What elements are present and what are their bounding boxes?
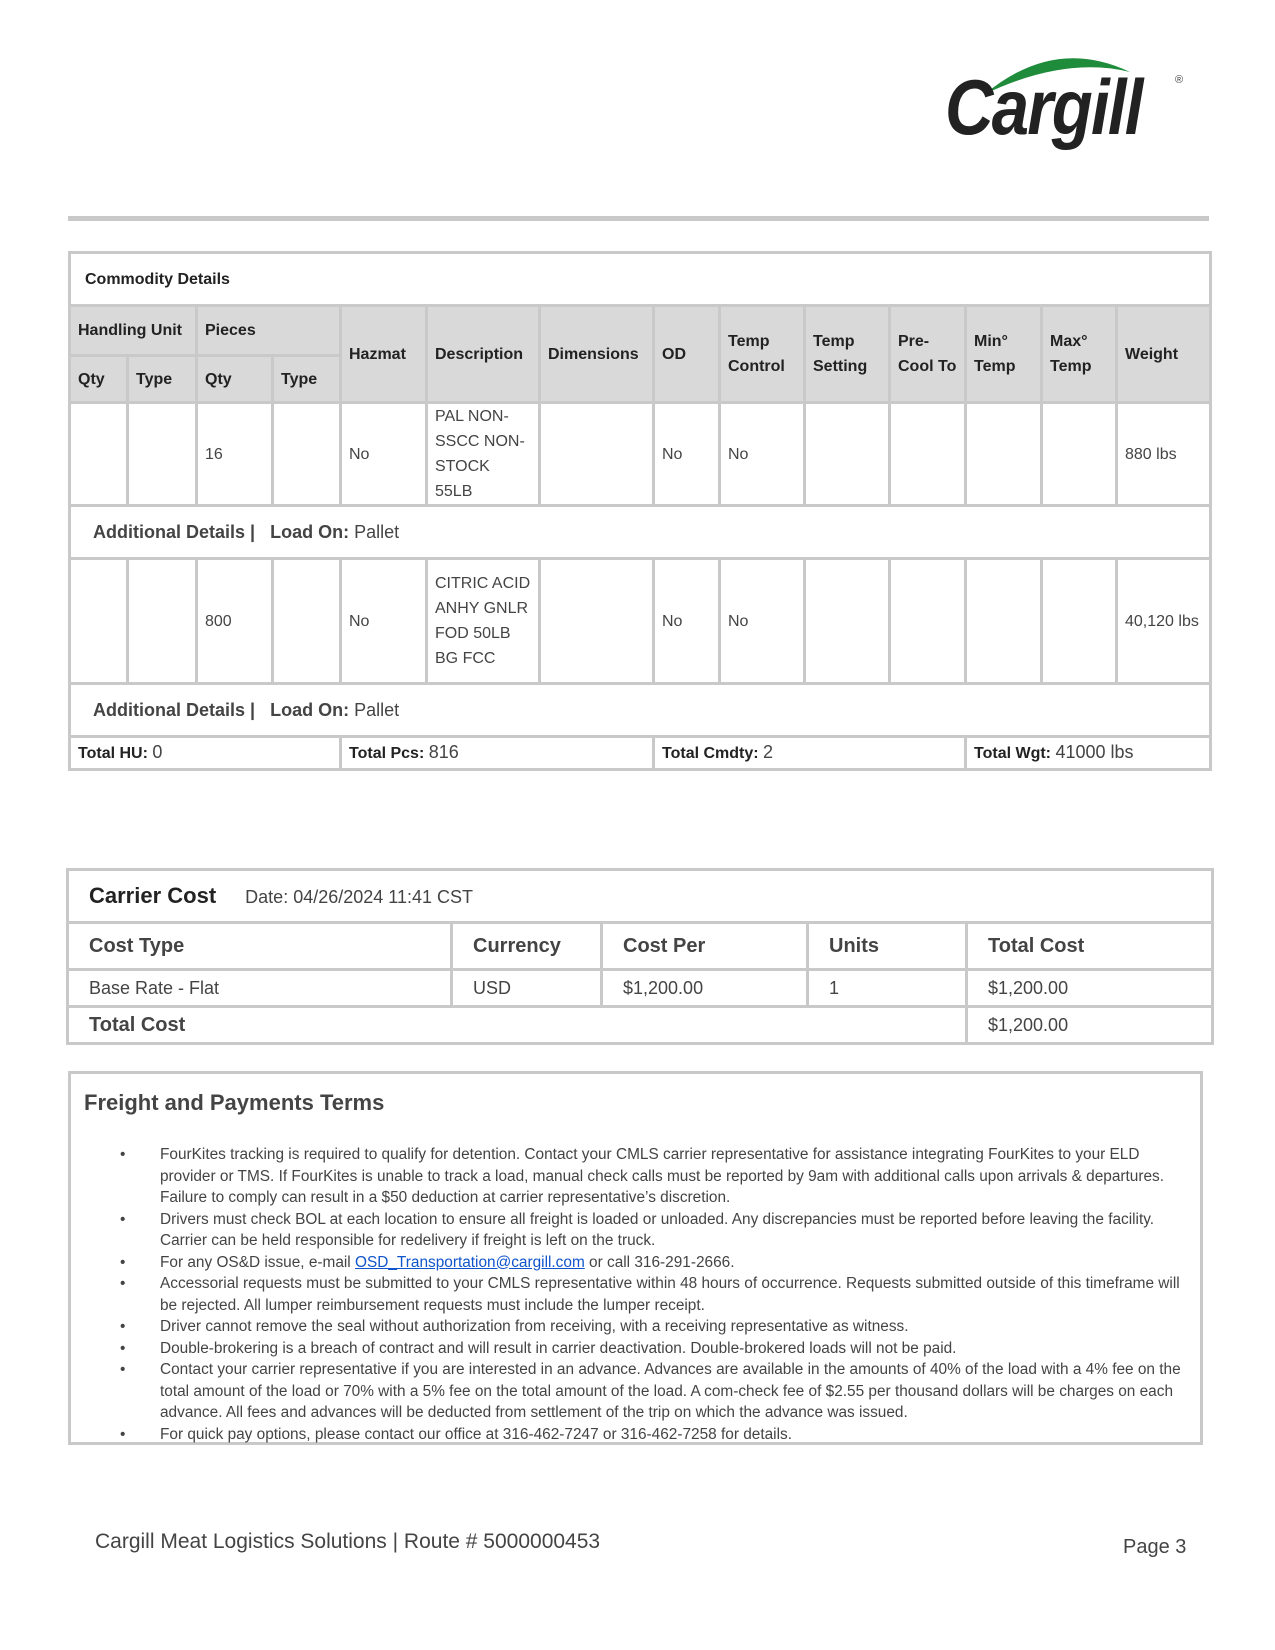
total-cost-cell: $1,200.00 <box>967 970 1213 1007</box>
min-temp-cell <box>966 559 1042 684</box>
total-pcs-label: Total Pcs: <box>349 745 425 762</box>
totals-row <box>70 737 1211 770</box>
temp-setting-cell <box>805 559 890 684</box>
osd-prefix: For any OS&D issue, e-mail <box>160 1253 356 1271</box>
osd-suffix: or call 316-291-2666. <box>584 1253 735 1271</box>
load-on-value: Pallet <box>354 521 400 542</box>
units-header: Units <box>808 923 967 970</box>
max-temp-cell <box>1042 403 1117 506</box>
freight-payment-terms <box>68 1071 1203 1445</box>
term-text: For quick pay options, please contact our office at 316-462-7247 or 316-462-7258 for details. <box>160 1425 792 1443</box>
list-item <box>71 1359 1191 1424</box>
additional-details-label: Additional Details | <box>93 699 256 720</box>
table-row <box>70 559 1211 684</box>
total-pcs <box>341 737 654 770</box>
hu-type-header: Type <box>128 356 197 403</box>
load-on-value: Pallet <box>354 699 400 720</box>
bullet-icon: • <box>120 1361 126 1378</box>
commodity-details-table <box>68 251 1212 771</box>
carrier-cost-table <box>66 868 1214 1045</box>
bullet-icon: • <box>120 1425 126 1443</box>
max-temp-cell <box>1042 559 1117 684</box>
term-text: Contact your carrier representative if you are interested in an advance. Advances are available in the amounts of 40% of the load with a 4% fee on the total amount of the load or 70% with a 5% fee on the total amount of the load. A com-check fee of $2.55 per thousand dollars will be charges on each advance. All fees and advances will be deducted from settlement of the trip on which the advance was issued. <box>160 1361 1181 1421</box>
temp-control-header: Temp Control <box>720 306 805 403</box>
dimensions-cell <box>540 559 654 684</box>
currency-cell: USD <box>452 970 602 1007</box>
registered-mark: ® <box>1175 74 1184 86</box>
handling-unit-header: Handling Unit <box>70 306 197 356</box>
min-temp-cell <box>966 403 1042 506</box>
hazmat-cell: No <box>341 559 427 684</box>
total-wgt-label: Total Wgt: <box>974 745 1052 762</box>
terms-list <box>71 1144 1191 1445</box>
total-cmdty <box>654 737 966 770</box>
carrier-cost-title: Carrier Cost <box>89 883 217 908</box>
temp-setting-cell <box>805 403 890 506</box>
bullet-icon: • <box>120 1146 126 1163</box>
weight-cell: 40,120 lbs <box>1117 559 1211 684</box>
list-item <box>71 1424 1191 1446</box>
cost-type-cell: Base Rate - Flat <box>68 970 452 1007</box>
additional-details-label: Additional Details | <box>93 521 256 542</box>
list-item <box>71 1252 1191 1274</box>
hazmat-header: Hazmat <box>341 306 427 403</box>
term-text: Double-brokering is a breach of contract and will result in carrier deactivation. Double-brokered loads will not be paid. <box>160 1339 957 1357</box>
dimensions-header: Dimensions <box>540 306 654 403</box>
carrier-cost-total-row <box>68 1007 1213 1044</box>
term-text: FourKites tracking is required to qualify for detention. Contact your CMLS carrier representative for assistance integrating FourKites to your ELD provider or TMS. If FourKites is unable to track a load, manual check calls must be reported by 9am with additional calls upon arrivals & departures. Failure to comply can result in a $50 deduction at carrier representative’s discretion. <box>160 1146 1165 1206</box>
dimensions-cell <box>540 403 654 506</box>
pc-type-cell <box>273 403 341 506</box>
bullet-icon: • <box>120 1210 126 1228</box>
min-temp-header: Min° Temp <box>966 306 1042 403</box>
commodity-caption: Commodity Details <box>70 253 1211 306</box>
total-cost-header: Total Cost <box>967 923 1213 970</box>
description-header: Description <box>427 306 540 403</box>
term-text: Driver cannot remove the seal without authorization from receiving, with a receiving representative as witness. <box>160 1318 909 1335</box>
term-text: Drivers must check BOL at each location to ensure all freight is loaded or unloaded. Any discrepancies must be reported before leaving the facility. Carrier can be held responsible for redelivery if freight is left on the truck. <box>160 1210 1155 1249</box>
total-wgt <box>966 737 1211 770</box>
hu-qty-cell <box>70 403 128 506</box>
total-pcs-value: 816 <box>428 742 459 762</box>
cargill-logo <box>945 44 1185 156</box>
currency-header: Currency <box>452 923 602 970</box>
load-on-label: Load On: <box>270 521 350 542</box>
list-item <box>71 1144 1191 1209</box>
hazmat-cell: No <box>341 403 427 506</box>
pc-qty-cell: 800 <box>197 559 273 684</box>
total-cmdty-label: Total Cmdty: <box>662 745 759 762</box>
temp-control-cell: No <box>720 559 805 684</box>
pre-cool-to-header: Pre-Cool To <box>890 306 966 403</box>
total-wgt-value: 41000 lbs <box>1055 742 1134 762</box>
hu-qty-cell <box>70 559 128 684</box>
term-text: Accessorial requests must be submitted to your CMLS representative within 48 hours of occurrence. Requests submitted outside of this timeframe will be rejected. All lumper reimbursement requests must include the lumper receipt. <box>160 1275 1180 1314</box>
list-item <box>71 1209 1191 1252</box>
table-row <box>70 403 1211 506</box>
total-hu-value: 0 <box>152 742 163 762</box>
list-item <box>71 1273 1191 1316</box>
pre-cool-to-cell <box>890 559 966 684</box>
footer-route: Cargill Meat Logistics Solutions | Route # 5000000453 <box>95 1530 601 1553</box>
terms-title: Freight and Payments Terms <box>84 1090 385 1115</box>
weight-cell: 880 lbs <box>1117 403 1211 506</box>
bullet-icon: • <box>120 1318 126 1335</box>
load-on-label: Load On: <box>270 699 350 720</box>
total-hu <box>70 737 341 770</box>
pc-qty-header: Qty <box>197 356 273 403</box>
logo-wordmark: Cargill <box>945 63 1142 151</box>
header-divider <box>68 216 1209 221</box>
description-cell: PAL NON-SSCC NON-STOCK 55LB <box>427 403 540 506</box>
osd-email-link[interactable]: OSD_Transportation@cargill.com <box>355 1253 585 1271</box>
pc-qty-cell: 16 <box>197 403 273 506</box>
weight-header: Weight <box>1117 306 1211 403</box>
pieces-header: Pieces <box>197 306 341 356</box>
pc-type-cell <box>273 559 341 684</box>
list-item <box>71 1316 1191 1338</box>
cost-type-header: Cost Type <box>68 923 452 970</box>
od-header: OD <box>654 306 720 403</box>
total-cost-label: Total Cost <box>68 1007 967 1044</box>
od-cell: No <box>654 403 720 506</box>
cost-per-cell: $1,200.00 <box>602 970 808 1007</box>
hu-qty-header: Qty <box>70 356 128 403</box>
total-cmdty-value: 2 <box>763 742 774 762</box>
total-hu-label: Total HU: <box>78 745 148 762</box>
hu-type-cell <box>128 403 197 506</box>
bullet-icon: • <box>120 1253 126 1271</box>
bullet-icon: • <box>120 1339 126 1357</box>
cost-per-header: Cost Per <box>602 923 808 970</box>
carrier-cost-date: Date: 04/26/2024 11:41 CST <box>245 887 473 907</box>
page-number: Page 3 <box>1123 1536 1187 1558</box>
temp-setting-header: Temp Setting <box>805 306 890 403</box>
total-cost-value: $1,200.00 <box>967 1007 1213 1044</box>
list-item <box>71 1338 1191 1360</box>
additional-details-row <box>70 506 1211 559</box>
bullet-icon: • <box>120 1275 126 1292</box>
description-cell: CITRIC ACID ANHY GNLR FOD 50LB BG FCC <box>427 559 540 684</box>
od-cell: No <box>654 559 720 684</box>
temp-control-cell: No <box>720 403 805 506</box>
max-temp-header: Max° Temp <box>1042 306 1117 403</box>
carrier-cost-column-headers <box>68 923 1213 970</box>
hu-type-cell <box>128 559 197 684</box>
units-cell: 1 <box>808 970 967 1007</box>
carrier-cost-header <box>68 870 1213 923</box>
table-row <box>68 970 1213 1007</box>
pc-type-header: Type <box>273 356 341 403</box>
additional-details-row <box>70 684 1211 737</box>
pre-cool-to-cell <box>890 403 966 506</box>
